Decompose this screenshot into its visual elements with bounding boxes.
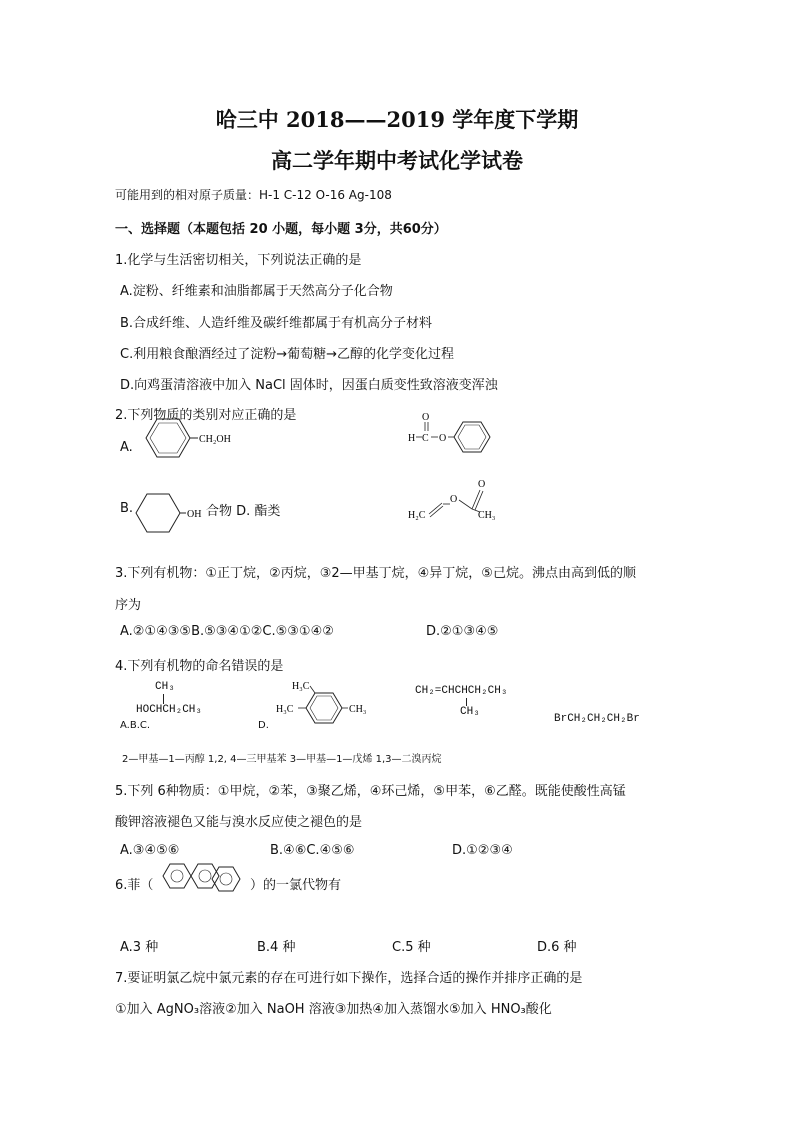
top-methyl-label: H₃C (292, 681, 310, 692)
cyclohexanol-structure (130, 488, 210, 538)
q5-options-bc: B.④⑥C.④⑤⑥ (270, 843, 355, 858)
q2-option-a-label: A. (120, 440, 133, 455)
q6-stem-post: ）的一氯代物有 (250, 878, 342, 893)
q4-s3-main: CH₂=CHCHCH₂CH₃ (415, 685, 508, 697)
q4-s3-bond (466, 698, 467, 706)
q2-option-b-text: 合物 D. 酯类 (206, 504, 281, 519)
carbonyl-c-label: C (422, 433, 429, 444)
phenyl-formate-structure (400, 410, 510, 460)
q3-options-abc: A.②①④③⑤B.⑤③④①②C.⑤③①④② (120, 624, 334, 639)
exam-title-line1: 哈三中 2018——2019 学年度下学期 (215, 107, 579, 132)
q3-stem-line1: 3.下列有机物：①正丁烷，②丙烷，③2—甲基丁烷，④异丁烷，⑤己烷。沸点由高到低的顺 (115, 566, 636, 581)
q4-stem: 4.下列有机物的命名错误的是 (115, 659, 284, 674)
trimethylbenzene-structure (260, 678, 380, 733)
q6-option-d: D.6 种 (537, 940, 577, 955)
q5-option-a: A.③④⑤⑥ (120, 843, 180, 858)
q7-operations: ①加入 AgNO₃溶液②加入 NaOH 溶液③加热④加入蒸馏水⑤加入 HNO₃酸化 (115, 1002, 552, 1017)
ch2oh-label: CH₂OH (199, 434, 231, 445)
q4-abc-labels: A.B.C. (120, 720, 151, 731)
atomic-masses: 可能用到的相对原子质量：H-1 C-12 O-16 Ag-108 (115, 188, 392, 202)
left-methyl-label: H₃C (276, 704, 294, 715)
q5-stem-line2: 酸钾溶液褪色又能与溴水反应使之褪色的是 (115, 815, 363, 830)
q5-option-d: D.①②③④ (452, 843, 513, 858)
h2c-label: H₂C (408, 510, 426, 521)
q4-s4: BrCH₂CH₂CH₂Br (554, 713, 640, 725)
q4-s1-main: HOCHCH₂CH₃ (136, 704, 203, 716)
q1-option-c: C.利用粮食酿酒经过了淀粉→葡萄糖→乙醇的化学变化过程 (120, 347, 454, 362)
q1-option-d: D.向鸡蛋清溶液中加入 NaCl 固体时，因蛋白质变性致溶液变浑浊 (120, 378, 498, 393)
phenanthrene-structure (155, 856, 247, 896)
q3-option-d: D.②①③④⑤ (426, 624, 499, 639)
vinyl-ester-o-label: O (450, 494, 458, 505)
benzyl-alcohol-structure (130, 415, 240, 465)
q6-option-b: B.4 种 (257, 940, 296, 955)
q1-stem: 1.化学与生活密切相关，下列说法正确的是 (115, 253, 362, 268)
ester-o-label: O (422, 412, 430, 423)
q5-stem-line1: 5.下列 6种物质：①甲烷，②苯，③聚乙烯，④环己烯，⑤甲苯，⑥乙醛。既能使酸性高锰 (115, 784, 626, 799)
ether-o-label: O (439, 433, 447, 444)
formyl-h-label: H (408, 433, 416, 444)
q2-option-b-label: B. (120, 501, 134, 516)
q7-stem: 7.要证明氯乙烷中氯元素的存在可进行如下操作，选择合适的操作并排序正确的是 (115, 971, 583, 986)
right-methyl-label: CH₃ (349, 704, 367, 715)
q1-option-b: B.合成纤维、人造纤维及碳纤维都属于有机高分子材料 (120, 316, 433, 331)
q6-stem-pre: 6.菲（ (115, 878, 154, 893)
q4-s1-ch3: CH₃ (155, 681, 175, 693)
q6-option-a: A.3 种 (120, 940, 159, 955)
vinyl-acetate-structure (400, 476, 510, 526)
oh-label: OH (187, 509, 202, 520)
q4-s3-ch3: CH₃ (460, 706, 480, 718)
q4-s1-bond (163, 694, 164, 704)
section1-heading: 一、选择题（本题包括 20 小题，每小题 3分，共60分） (115, 222, 447, 237)
q4-d-label: D. (258, 720, 269, 731)
q3-stem-line2: 序为 (115, 598, 142, 613)
q4-names: 2—甲基—1—丙醇 1,2, 4—三甲基苯 3—甲基—1—戊烯 1,3—二溴丙烷 (122, 754, 442, 765)
q6-option-c: C.5 种 (392, 940, 431, 955)
exam-title-line2: 高二学年期中考试化学试卷 (271, 148, 523, 173)
acetyl-ch3-label: CH₃ (478, 510, 496, 521)
acetyl-o-label: O (478, 479, 486, 490)
q2-stem: 2.下列物质的类别对应正确的是 (115, 408, 297, 423)
q1-option-a: A.淀粉、纤维素和油脂都属于天然高分子化合物 (120, 284, 393, 299)
